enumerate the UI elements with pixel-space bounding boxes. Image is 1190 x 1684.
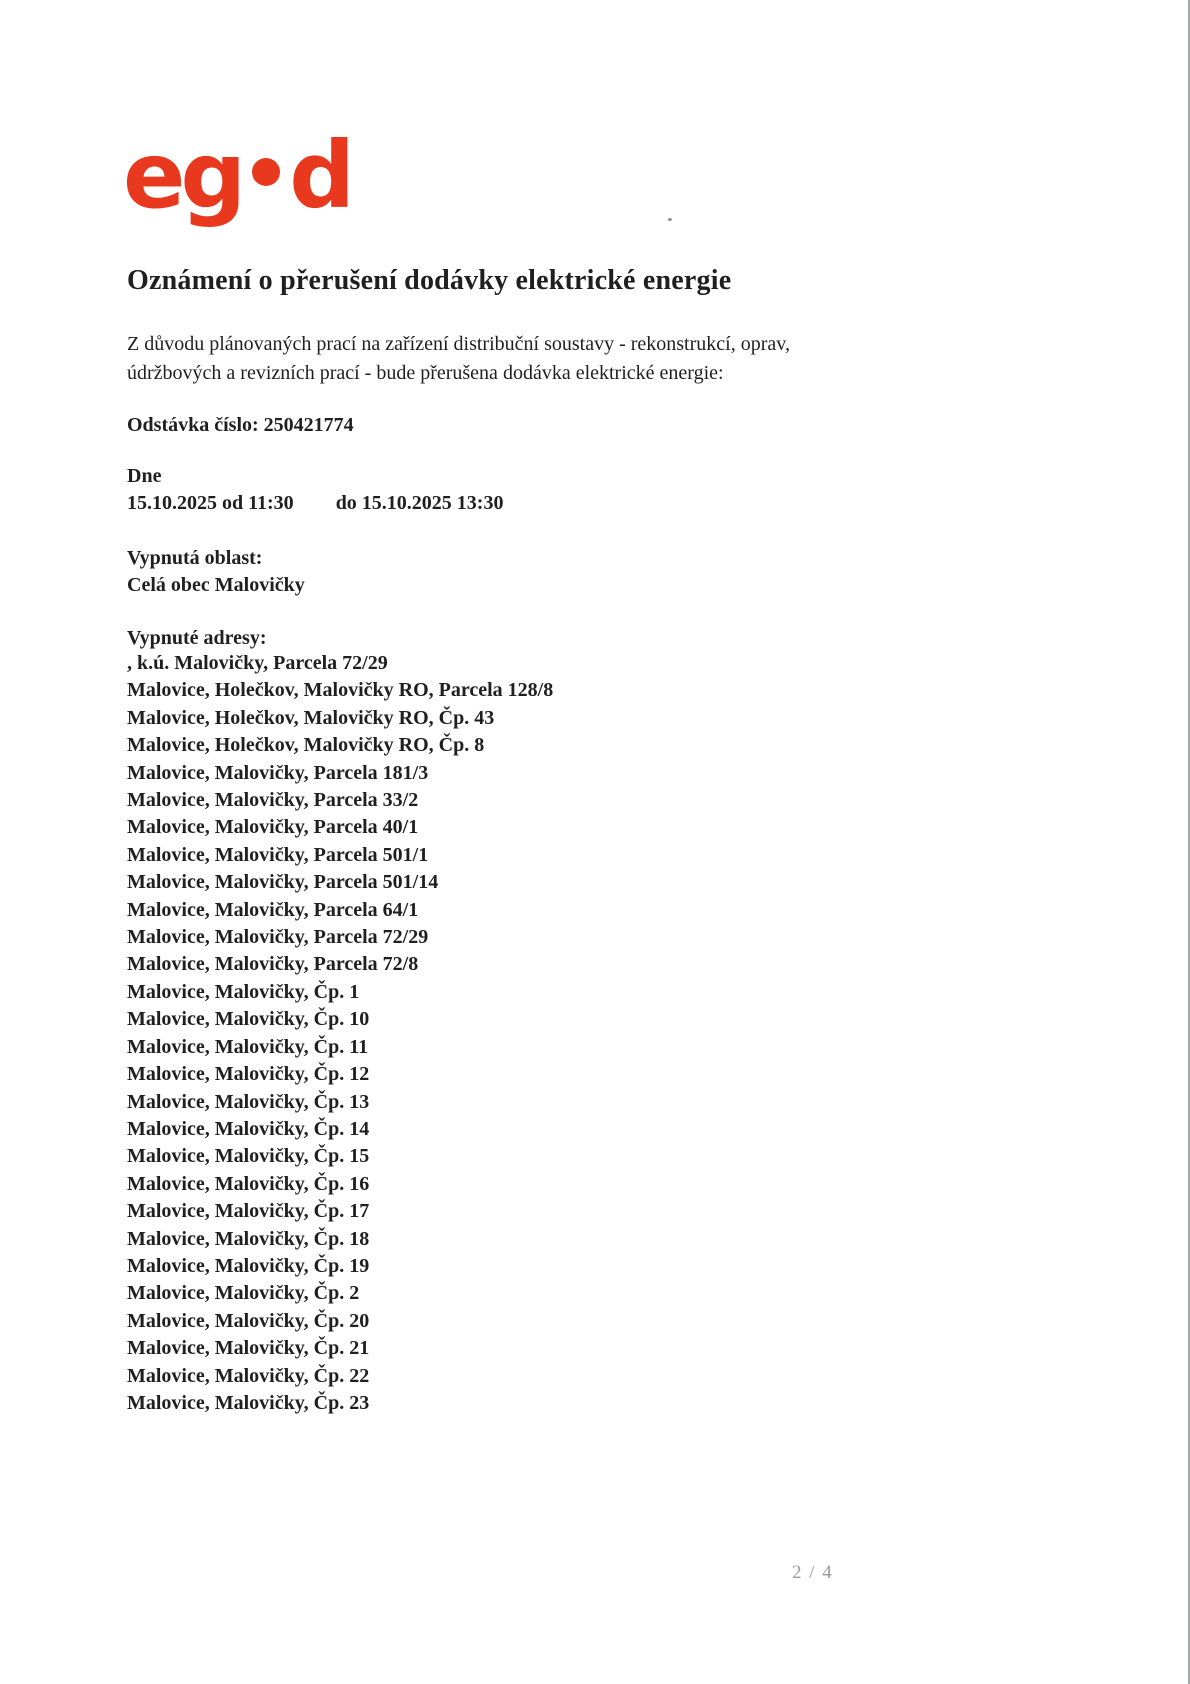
address-line: Malovice, Malovičky, Čp. 15 (127, 1145, 370, 1168)
address-line: Malovice, Malovičky, Čp. 18 (127, 1227, 370, 1250)
address-line: Malovice, Malovičky, Čp. 16 (127, 1172, 370, 1195)
address-line: Malovice, Malovičky, Čp. 23 (127, 1391, 370, 1414)
addresses-label: Vypnuté adresy: (127, 627, 267, 649)
address-line: Malovice, Malovičky, Čp. 21 (127, 1337, 370, 1360)
address-line: , k.ú. Malovičky, Parcela 72/29 (127, 652, 388, 674)
address-line: Malovice, Malovičky, Čp. 10 (127, 1008, 370, 1031)
intro-line-2: údržbových a revizních prací - bude přerušena dodávka elektrické energie: (127, 362, 724, 384)
address-line: Malovice, Holečkov, Malovičky RO, Čp. 8 (127, 734, 485, 757)
address-line: Malovice, Malovičky, Parcela 33/2 (127, 789, 419, 812)
date-label: Dne (127, 465, 162, 487)
address-list (127, 650, 553, 1417)
address-line: Malovice, Malovičky, Čp. 17 (127, 1200, 370, 1223)
address-line: Malovice, Malovičky, Čp. 12 (127, 1063, 370, 1086)
address-line: Malovice, Malovičky, Čp. 22 (127, 1364, 370, 1387)
area-value: Celá obec Malovičky (127, 574, 305, 596)
logo-dot-icon (252, 158, 280, 186)
page-number: 2 / 4 (792, 1562, 834, 1583)
address-line: Malovice, Malovičky, Parcela 181/3 (127, 761, 429, 784)
address-line: Malovice, Malovičky, Parcela 72/8 (127, 953, 419, 976)
address-line: Malovice, Malovičky, Čp. 19 (127, 1254, 370, 1277)
egd-logo (123, 122, 351, 229)
outage-number: Odstávka číslo: 250421774 (127, 414, 354, 436)
address-line: Malovice, Malovičky, Čp. 14 (127, 1117, 370, 1140)
address-line: Malovice, Malovičky, Čp. 20 (127, 1309, 370, 1332)
address-line: Malovice, Holečkov, Malovičky RO, Parcela 128/8 (127, 679, 554, 702)
intro-paragraph (127, 330, 790, 388)
address-line: Malovice, Malovičky, Parcela 501/14 (127, 871, 439, 894)
logo-text-left: eg (123, 122, 242, 229)
date-from: 15.10.2025 od 11:30 (127, 492, 294, 514)
address-line: Malovice, Malovičky, Čp. 1 (127, 980, 360, 1003)
address-line: Malovice, Malovičky, Čp. 13 (127, 1090, 370, 1113)
date-range (127, 490, 503, 517)
scan-speck-artifact (668, 218, 672, 221)
logo-text-right: d (289, 122, 351, 229)
address-line: Malovice, Malovičky, Parcela 501/1 (127, 843, 429, 866)
date-to: do 15.10.2025 13:30 (335, 492, 504, 514)
address-line: Malovice, Malovičky, Parcela 64/1 (127, 898, 419, 921)
address-line: Malovice, Malovičky, Parcela 72/29 (127, 926, 429, 949)
address-line: Malovice, Holečkov, Malovičky RO, Čp. 43 (127, 706, 495, 729)
address-line: Malovice, Malovičky, Parcela 40/1 (127, 816, 419, 839)
address-line: Malovice, Malovičky, Čp. 11 (127, 1035, 369, 1058)
document-title: Oznámení o přerušení dodávky elektrické energie (127, 265, 732, 296)
intro-line-1: Z důvodu plánovaných prací na zařízení distribuční soustavy - rekonstrukcí, oprav, (127, 333, 790, 355)
area-label: Vypnutá oblast: (127, 547, 263, 569)
address-line: Malovice, Malovičky, Čp. 2 (127, 1282, 360, 1305)
